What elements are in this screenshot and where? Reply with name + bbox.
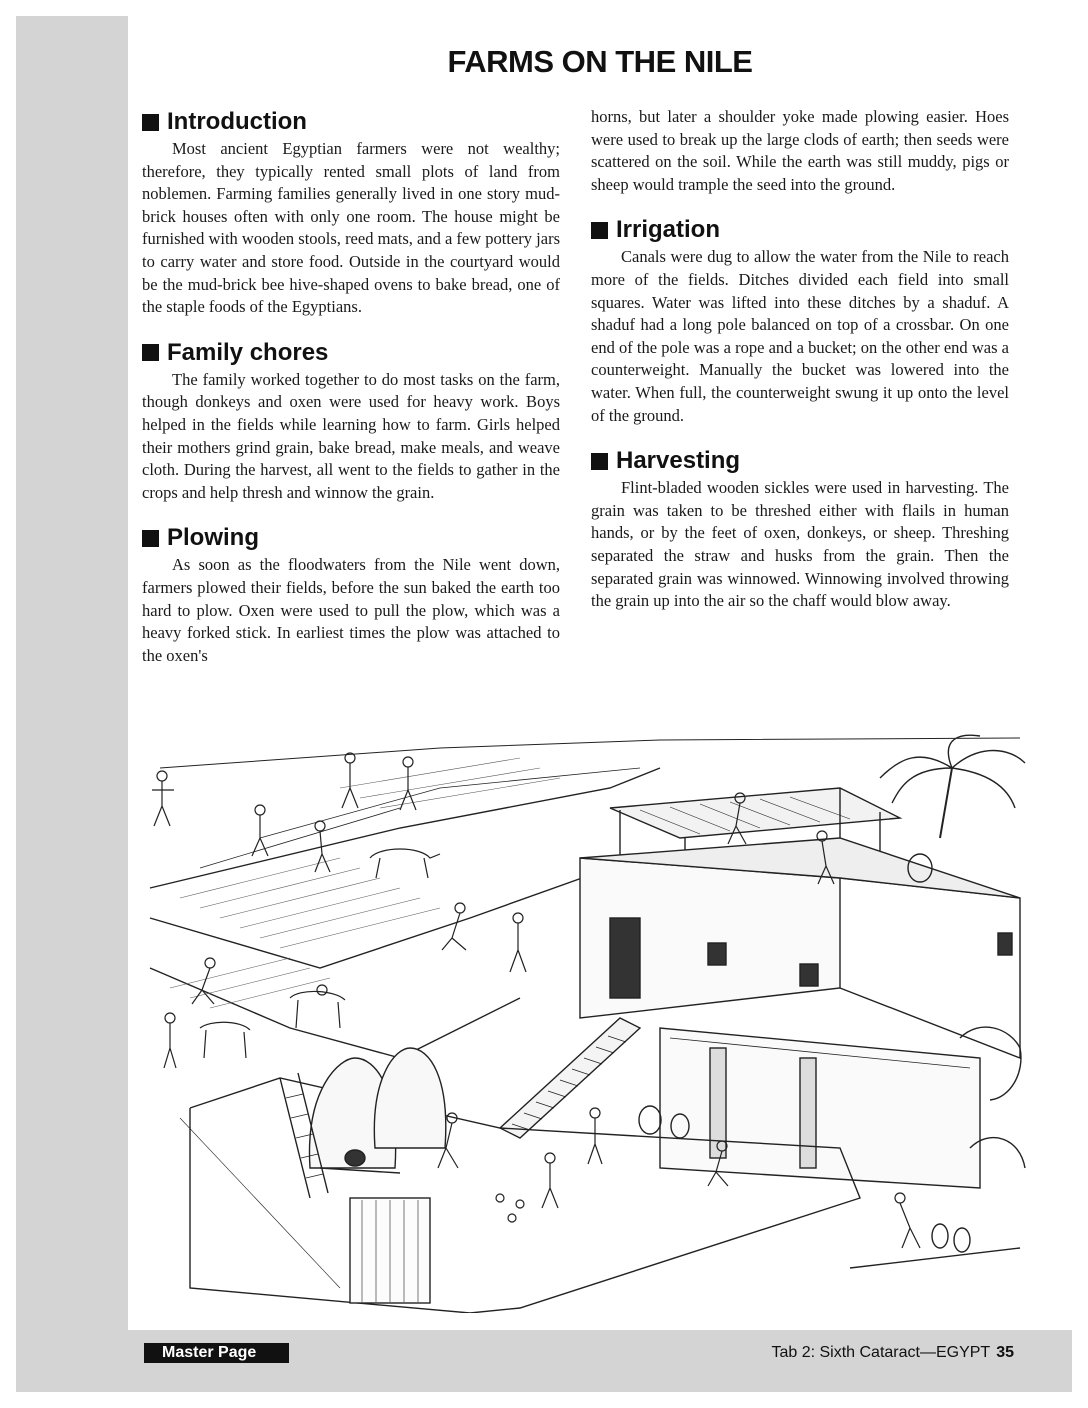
farm-house-illustration: [140, 728, 1030, 1313]
page-number: 35: [996, 1344, 1014, 1361]
section-introduction: [142, 108, 560, 319]
paragraph-plowing-continued: horns, but later a shoulder yoke made plowing easier. Hoes were used to break up the large clods of earth; then seeds were scattered on the soil. While the earth was still muddy, pigs or sheep would trample the seed into the ground.: [591, 107, 1009, 194]
square-bullet-icon: [142, 344, 159, 361]
section-plowing: [142, 524, 560, 667]
page-title: FARMS ON THE NILE: [447, 44, 753, 79]
section-plowing-continued: [591, 106, 1009, 196]
paragraph-family-chores: The family worked together to do most tasks on the farm, though donkeys and oxen were used for heavy work. Boys helped in the fields while learning how to farm. Girls helped their mothers grind grain, bake bread, make meals, and weave cloth. During the harvest, all went to the fields to gather in the crops and help thresh and winnow the grain.: [142, 369, 560, 502]
square-bullet-icon: [142, 530, 159, 547]
section-family-chores: [142, 339, 560, 505]
section-heading: [142, 524, 560, 552]
square-bullet-icon: [142, 114, 159, 131]
page: [128, 16, 1072, 1330]
paragraph-plowing: As soon as the floodwaters from the Nile went down, farmers plowed their fields, before the sun baked the earth too hard to plow. Oxen were used to pull the plow, which was a heavy forked stick. In earliest times the plow was attached to the oxen's: [142, 555, 560, 665]
section-harvesting: [591, 447, 1009, 613]
section-heading: [142, 108, 560, 136]
section-heading: [142, 339, 560, 367]
left-column: [142, 108, 560, 687]
heading-introduction: Introduction: [167, 108, 307, 135]
section-heading: [591, 216, 1009, 244]
heading-family-chores: Family chores: [167, 338, 329, 366]
paragraph-introduction: Most ancient Egyptian farmers were not wealthy; therefore, they typically rented small plots of land from noblemen. Farming families generally lived in one story mud-brick houses often with only one room. The house might be furnished with wooden stools, reed mats, and a few pottery jars to carry water and store food. Outside in the courtyard would be the mud-brick bee hive-shaped ovens to bake bread, one of the staple foods of the Egyptians.: [142, 139, 560, 317]
right-column: [591, 106, 1009, 633]
square-bullet-icon: [591, 453, 608, 470]
footer-section: [771, 1343, 1014, 1363]
footer-section-text: Tab 2: Sixth Cataract—EGYPT: [771, 1344, 991, 1361]
heading-plowing: Plowing: [167, 524, 259, 552]
heading-harvesting: Harvesting: [616, 447, 741, 475]
section-irrigation: [591, 216, 1009, 427]
square-bullet-icon: [591, 222, 608, 239]
master-page-tab: Master Page: [144, 1343, 289, 1363]
heading-irrigation: Irrigation: [616, 216, 721, 244]
paragraph-irrigation: Canals were dug to allow the water from the Nile to reach more of the fields. Ditches divided each field into small squares. Water was lifted into these ditches by a shaduf. A shaduf had a long pole balanced on top of a crossbar. On one end of the pole was a rope and a bucket; on the other end was a counterweight. Manually the bucket was lowered into the water. When full, the counterweight swung it up onto the level of the ground.: [591, 247, 1009, 425]
paragraph-harvesting: Flint-bladed wooden sickles were used in harvesting. The grain was taken to be threshed either with flails in human hands, or by the feet of oxen, donkeys, or sheep. Threshing separated the straw and husks from the grain. Then the separated grain was winnowed. Winnowing involved throwing the grain up into the air so the chaff would blow away.: [591, 478, 1009, 611]
section-heading: [591, 447, 1009, 475]
